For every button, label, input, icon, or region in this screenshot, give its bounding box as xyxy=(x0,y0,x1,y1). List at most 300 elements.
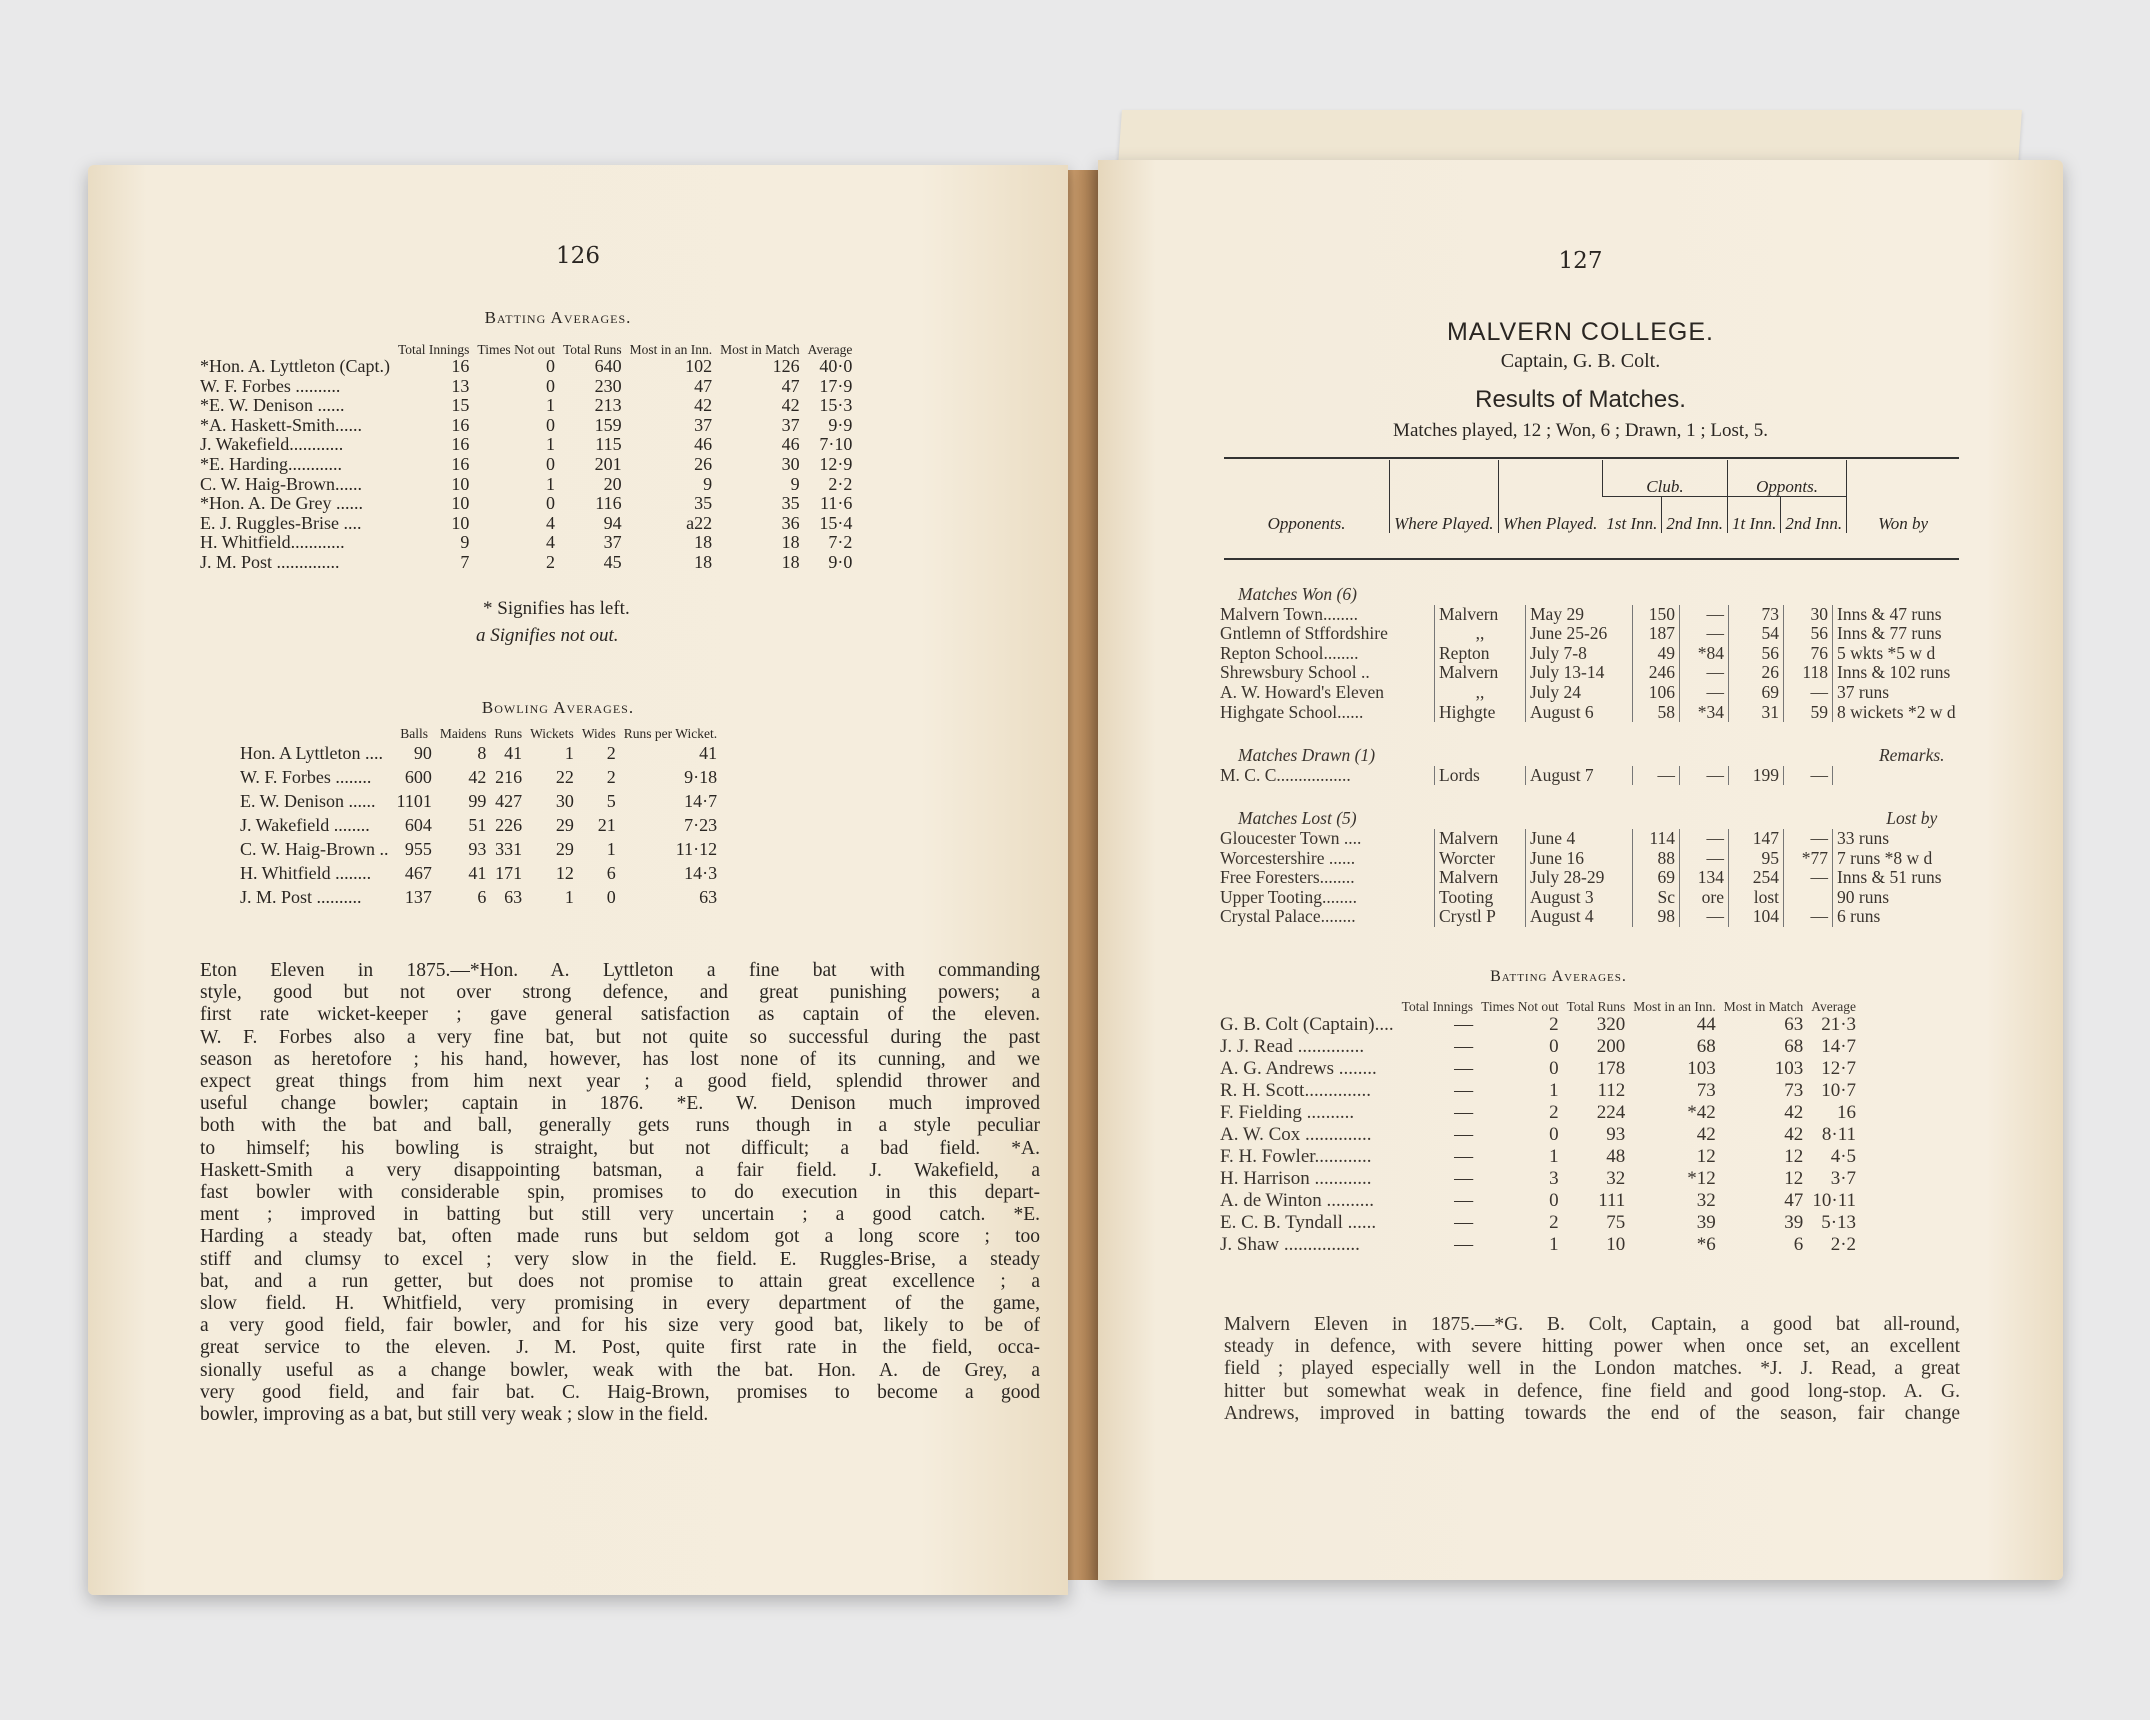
stat-cell: 68 xyxy=(1784,1036,1804,1057)
stat-cell: 5 xyxy=(606,791,616,811)
player-name: C. W. Haig-Brown...... xyxy=(200,473,362,494)
club-inn1: 106 xyxy=(1633,683,1680,703)
stat-cell: 115 xyxy=(595,434,622,455)
result: 5 wkts *5 w d xyxy=(1833,644,1992,664)
stat-cell: 18 xyxy=(781,532,800,553)
column-header: Wickets xyxy=(530,726,574,741)
player-name: *E. Harding............ xyxy=(200,453,342,474)
stat-cell: 15 xyxy=(451,395,470,416)
paragraph-line: expect great things from him next year ; a good field, splendid thrower and xyxy=(200,1071,1040,1093)
stat-cell: 1 xyxy=(1549,1234,1559,1255)
bowling-averages-table xyxy=(236,727,721,909)
paragraph-line: great service to the eleven. J. M. Post, quite first rate in the field, occa- xyxy=(200,1337,1040,1359)
table-row xyxy=(1216,1036,1860,1058)
player-name: E. C. B. Tyndall ...... xyxy=(1220,1212,1377,1233)
stat-cell: 10 xyxy=(451,512,470,533)
opponent-name: A. W. Howard's Eleven xyxy=(1220,681,1385,702)
stat-cell: 14·7 xyxy=(1821,1036,1857,1057)
stat-cell: 3·7 xyxy=(1830,1168,1857,1189)
match-row xyxy=(1216,703,1991,723)
opponent-name: Gloucester Town .... xyxy=(1220,827,1362,848)
stat-cell: 93 xyxy=(468,839,487,859)
stat-cell: 8 xyxy=(477,743,487,763)
stat-cell: 178 xyxy=(1596,1058,1626,1079)
stat-cell: 12 xyxy=(1784,1146,1804,1167)
opp-inn1: 54 xyxy=(1729,624,1784,644)
stat-cell: 12 xyxy=(555,863,574,883)
stat-cell: 73 xyxy=(1784,1080,1804,1101)
result: 6 runs xyxy=(1833,907,1992,927)
result: Inns & 102 runs xyxy=(1833,663,1992,683)
column-header: Most in Match xyxy=(1723,999,1804,1014)
opponent-name: Gntlemn of Stffordshire xyxy=(1220,623,1388,644)
stat-cell: 640 xyxy=(594,356,622,376)
stat-cell: 6 xyxy=(477,887,487,907)
stat-cell: 51 xyxy=(468,815,487,835)
paragraph-line: Haskett-Smith a very disappointing batsman, a fair field. J. Wakefield, a xyxy=(200,1159,1040,1181)
player-name: *Hon. A. Lyttleton (Capt.) xyxy=(200,356,390,376)
when-played: July 13-14 xyxy=(1526,663,1633,683)
player-name: H. Harrison ............ xyxy=(1220,1168,1372,1189)
player-name: E. J. Ruggles-Brise .... xyxy=(200,512,362,533)
stat-cell: 29 xyxy=(555,815,574,835)
paragraph-line: first rate wicket-keeper ; gave general satisfaction as captain of the eleven. xyxy=(200,1004,1040,1026)
opponent-name: Shrewsbury School .. xyxy=(1220,662,1370,683)
stat-cell: 0 xyxy=(545,414,555,435)
opponent-name: Worcestershire ...... xyxy=(1220,847,1356,868)
where-played: Malvern xyxy=(1435,868,1526,888)
table-row xyxy=(1216,1212,1860,1234)
stat-cell: 39 xyxy=(1696,1212,1716,1233)
stat-cell: — xyxy=(1454,1102,1474,1123)
player-name: J. Wakefield ........ xyxy=(240,815,370,835)
where-played: Crystl P xyxy=(1435,907,1526,927)
stat-cell: 112 xyxy=(1597,1080,1626,1101)
result: Inns & 51 runs xyxy=(1833,868,1992,888)
stat-cell: 15·4 xyxy=(819,512,853,533)
player-name: H. Whitfield ........ xyxy=(240,863,372,883)
stat-cell: — xyxy=(1454,1212,1474,1233)
stat-cell: — xyxy=(1454,1168,1474,1189)
paragraph-line: W. F. Forbes also a very fine bat, but not quite so successful during the past xyxy=(200,1026,1040,1048)
opponent-name: Repton School........ xyxy=(1220,642,1359,663)
stat-cell: 44 xyxy=(1696,1014,1716,1035)
when-played: July 28-29 xyxy=(1526,868,1633,888)
malvern-eleven-paragraph xyxy=(1224,1314,1960,1425)
opp-inn2: 59 xyxy=(1784,703,1833,723)
player-name: W. F. Forbes ........ xyxy=(240,767,372,787)
section-label: Matches Won (6) xyxy=(1238,584,1357,604)
stat-cell: 15·3 xyxy=(819,395,853,416)
opp-inn1: lost xyxy=(1729,888,1784,908)
stat-cell: 230 xyxy=(594,375,622,396)
opponent-name: Free Foresters........ xyxy=(1220,867,1355,888)
stat-cell: 9·18 xyxy=(684,767,718,787)
table-row xyxy=(1216,1190,1860,1212)
paragraph-line: style, good but not over strong defence, and great punishing powers; a xyxy=(200,982,1040,1004)
club-inn2: *84 xyxy=(1680,644,1729,664)
column-header: Runs per Wicket. xyxy=(623,726,718,741)
when-played: July 7-8 xyxy=(1526,644,1633,664)
stat-cell: 0 xyxy=(545,356,555,376)
stat-cell: 94 xyxy=(603,512,622,533)
club-inn2: ore xyxy=(1680,888,1729,908)
stat-cell: 0 xyxy=(545,493,555,514)
when-played: August 3 xyxy=(1526,888,1633,908)
player-name: C. W. Haig-Brown .. xyxy=(240,839,389,859)
column-header xyxy=(196,343,394,357)
result: Inns & 47 runs xyxy=(1833,605,1992,625)
stat-cell: 0 xyxy=(606,887,616,907)
stat-cell: 63 xyxy=(1784,1014,1804,1035)
stat-cell: 7·23 xyxy=(684,815,718,835)
table-row xyxy=(1216,1080,1860,1102)
stat-cell: 111 xyxy=(1598,1190,1626,1211)
stat-cell: 32 xyxy=(1606,1168,1626,1189)
stat-cell: 90 xyxy=(413,743,432,763)
stat-cell: 16 xyxy=(451,453,470,474)
where-played: Malvern xyxy=(1435,829,1526,849)
school-title: MALVERN COLLEGE. xyxy=(1446,318,1714,346)
table-row xyxy=(196,357,856,377)
opp-inn2: 30 xyxy=(1784,605,1833,625)
col-opp-inn1: 1t Inn. xyxy=(1728,497,1781,534)
section-right-label: Lost by xyxy=(1886,808,1938,829)
opp-inn2: — xyxy=(1784,868,1833,888)
where-played: Worcter xyxy=(1435,849,1526,869)
stat-cell: 12 xyxy=(1784,1168,1804,1189)
where-played: ,, xyxy=(1435,624,1526,644)
club-inn2: — xyxy=(1680,683,1729,703)
match-row xyxy=(1216,829,1991,849)
where-played: Tooting xyxy=(1435,888,1526,908)
player-name: F. Fielding .......... xyxy=(1220,1102,1355,1123)
where-played: Repton xyxy=(1435,644,1526,664)
stat-cell: 48 xyxy=(1606,1146,1626,1167)
table-row xyxy=(236,837,721,861)
table-row xyxy=(236,765,721,789)
player-name: J. M. Post .............. xyxy=(200,551,340,572)
table-row xyxy=(236,813,721,837)
stat-cell: 45 xyxy=(603,551,622,572)
stat-cell: 42 xyxy=(694,395,713,416)
stat-cell: 7 xyxy=(460,551,470,572)
stat-cell: 16 xyxy=(451,414,470,435)
paragraph-line: Eton Eleven in 1875.—*Hon. A. Lyttleton a fine bat with commanding xyxy=(200,960,1040,981)
club-inn1: 58 xyxy=(1633,703,1680,723)
batting-averages-title: Batting Averages. xyxy=(484,308,632,327)
when-played: August 6 xyxy=(1526,703,1633,723)
column-header xyxy=(1216,1000,1398,1014)
col-opponents: Opponents. xyxy=(1267,514,1346,533)
match-row xyxy=(1216,868,1991,888)
column-header: Maidens xyxy=(439,726,487,741)
club-inn1: — xyxy=(1633,766,1680,786)
stat-cell: 30 xyxy=(555,791,574,811)
where-played: Lords xyxy=(1435,766,1526,786)
club-inn1: 246 xyxy=(1633,663,1680,683)
stat-cell: 16 xyxy=(1837,1102,1857,1123)
stat-cell: 2 xyxy=(1549,1102,1559,1123)
paragraph-line: slow field. H. Whitfield, very promising in every department of the game, xyxy=(200,1293,1040,1315)
stat-cell: 17·9 xyxy=(819,375,853,396)
column-header: Times Not out xyxy=(1481,999,1559,1014)
player-name: J. Shaw ................ xyxy=(1220,1234,1360,1255)
stat-cell: 12 xyxy=(1696,1146,1716,1167)
col-club: Club. xyxy=(1602,460,1727,497)
match-row xyxy=(1216,663,1991,683)
stat-cell: 200 xyxy=(1596,1036,1626,1057)
stat-cell: 1 xyxy=(564,887,574,907)
stat-cell: 213 xyxy=(594,395,622,416)
table-rule-bottom xyxy=(1224,558,1959,560)
stat-cell: a22 xyxy=(686,512,713,533)
column-header: Total Innings xyxy=(1401,999,1474,1014)
section-right-label: Remarks. xyxy=(1878,745,1945,766)
stat-cell: 5·13 xyxy=(1821,1212,1857,1233)
stat-cell: 6 xyxy=(606,863,616,883)
table-row xyxy=(196,416,856,436)
malvern-batting-title: Batting Averages. xyxy=(1490,968,1627,985)
stat-cell: 46 xyxy=(694,434,713,455)
captain-line: Captain, G. B. Colt. xyxy=(1500,350,1661,372)
stat-cell: 42 xyxy=(1784,1102,1804,1123)
stat-cell: — xyxy=(1454,1124,1474,1145)
col-won-by: Won by xyxy=(1847,460,1959,533)
stat-cell: 14·3 xyxy=(684,863,718,883)
page-number: 127 xyxy=(1558,248,1603,274)
stat-cell: 13 xyxy=(451,375,470,396)
stat-cell: 99 xyxy=(468,791,487,811)
stat-cell: 9 xyxy=(460,532,470,553)
when-played: July 24 xyxy=(1526,683,1633,703)
stat-cell: 35 xyxy=(694,493,713,514)
club-inn1: 114 xyxy=(1633,829,1680,849)
page-edge-flap xyxy=(1118,110,2022,165)
opp-inn2: — xyxy=(1784,829,1833,849)
stat-cell: 226 xyxy=(495,815,523,835)
stat-cell: 102 xyxy=(685,356,713,376)
opp-inn2: — xyxy=(1784,683,1833,703)
opp-inn2: 118 xyxy=(1784,663,1833,683)
table-row xyxy=(236,885,721,909)
club-inn1: 69 xyxy=(1633,868,1680,888)
match-row xyxy=(1216,605,1991,625)
stat-cell: 600 xyxy=(404,767,432,787)
column-header: Total Innings xyxy=(397,342,470,357)
opponent-name: Upper Tooting........ xyxy=(1220,886,1357,907)
club-inn2: — xyxy=(1680,663,1729,683)
stat-cell: 21·3 xyxy=(1821,1014,1857,1035)
stat-cell: 4 xyxy=(545,532,555,553)
stat-cell: 1 xyxy=(1549,1080,1559,1101)
stat-cell: — xyxy=(1454,1146,1474,1167)
stat-cell: *42 xyxy=(1687,1102,1716,1123)
club-inn2: — xyxy=(1680,829,1729,849)
col-opp-inn2: 2nd Inn. xyxy=(1781,497,1847,534)
when-played: June 16 xyxy=(1526,849,1633,869)
club-inn1: 49 xyxy=(1633,644,1680,664)
club-inn1: 187 xyxy=(1633,624,1680,644)
stat-cell: 9 xyxy=(790,473,800,494)
match-row xyxy=(1216,907,1991,927)
table-row xyxy=(196,396,856,416)
stat-cell: 604 xyxy=(404,815,432,835)
stat-cell: 320 xyxy=(1596,1014,1626,1035)
stat-cell: 2 xyxy=(1549,1014,1559,1035)
opponent-name: Crystal Palace........ xyxy=(1220,906,1356,927)
stat-cell: 7·10 xyxy=(819,434,853,455)
paragraph-line: sionally useful as a change bowler, weak with the bat. Hon. A. de Grey, a xyxy=(200,1359,1040,1381)
stat-cell: 1 xyxy=(545,473,555,494)
stat-cell: 10 xyxy=(451,493,470,514)
stat-cell: 40·0 xyxy=(819,356,853,376)
stat-cell: 3 xyxy=(1549,1168,1559,1189)
stat-cell: — xyxy=(1454,1058,1474,1079)
stat-cell: 4·5 xyxy=(1830,1146,1857,1167)
stat-cell: 12·9 xyxy=(819,453,853,474)
stat-cell: 46 xyxy=(781,434,800,455)
when-played: May 29 xyxy=(1526,605,1633,625)
stat-cell: 1 xyxy=(545,434,555,455)
results-table xyxy=(1216,585,1991,927)
col-opponts: Opponts. xyxy=(1728,460,1847,497)
club-inn2: — xyxy=(1680,849,1729,869)
table-row xyxy=(196,494,856,514)
club-inn2: 134 xyxy=(1680,868,1729,888)
stat-cell: 68 xyxy=(1696,1036,1716,1057)
stat-cell: 10·7 xyxy=(1821,1080,1857,1101)
result xyxy=(1833,766,1992,786)
column-header: Most in an Inn. xyxy=(1633,999,1716,1014)
stat-cell: 1 xyxy=(1549,1146,1559,1167)
club-inn1: 150 xyxy=(1633,605,1680,625)
stat-cell: 224 xyxy=(1596,1102,1626,1123)
stat-cell: 47 xyxy=(694,375,713,396)
opp-inn1: 56 xyxy=(1729,644,1784,664)
column-header: Average xyxy=(1811,999,1857,1014)
player-name: A. G. Andrews ........ xyxy=(1220,1058,1377,1079)
section-header xyxy=(1216,585,1991,605)
player-name: J. M. Post .......... xyxy=(240,887,362,907)
opp-inn1: 147 xyxy=(1729,829,1784,849)
stat-cell: 216 xyxy=(495,767,523,787)
opponent-name: Highgate School...... xyxy=(1220,701,1364,722)
paragraph-line: fast bowler with considerable spin, promises to do execution in this depart- xyxy=(200,1182,1040,1204)
column-header: Total Runs xyxy=(562,342,622,357)
stat-cell: 47 xyxy=(781,375,800,396)
stat-cell: 20 xyxy=(603,473,622,494)
stat-cell: 29 xyxy=(555,839,574,859)
stat-cell: 10 xyxy=(1606,1234,1626,1255)
paragraph-line: bowler, improving as a bat, but still very weak ; slow in the field. xyxy=(200,1404,709,1426)
column-header: Wides xyxy=(581,726,616,741)
stat-cell: 32 xyxy=(1696,1190,1716,1211)
table-row xyxy=(236,861,721,885)
stat-cell: 0 xyxy=(1549,1058,1559,1079)
paragraph-line: field ; played especially well in the London matches. *J. J. Read, a great xyxy=(1224,1358,1960,1380)
paragraph-line: hitter but somewhat weak in defence, fine field and good long-stop. A. G. xyxy=(1224,1380,1960,1402)
stat-cell: 8·11 xyxy=(1821,1124,1857,1145)
table-row xyxy=(196,435,856,455)
stat-cell: 955 xyxy=(404,839,432,859)
stat-cell: 22 xyxy=(555,767,574,787)
paragraph-line: Malvern Eleven in 1875.—*G. B. Colt, Captain, a good bat all-round, xyxy=(1224,1314,1960,1335)
opp-inn1: 104 xyxy=(1729,907,1784,927)
club-inn2: — xyxy=(1680,605,1729,625)
stat-cell: 1 xyxy=(545,395,555,416)
paragraph-line: useful change bowler; captain in 1876. *E. W. Denison much improved xyxy=(200,1093,1040,1115)
column-header: Most in Match xyxy=(720,342,800,357)
section-header xyxy=(1216,785,1991,829)
stat-cell: 201 xyxy=(594,453,622,474)
stat-cell: 93 xyxy=(1606,1124,1626,1145)
club-inn1: 98 xyxy=(1633,907,1680,927)
stat-cell: 37 xyxy=(603,532,622,553)
stat-cell: 9 xyxy=(703,473,713,494)
stat-cell: 126 xyxy=(772,356,800,376)
where-played: ,, xyxy=(1435,683,1526,703)
opp-inn2: *77 xyxy=(1784,849,1833,869)
paragraph-line: stiff and clumsy to excel ; very slow in the field. E. Ruggles-Brise, a steady xyxy=(200,1248,1040,1270)
match-row xyxy=(1216,624,1991,644)
section-label: Matches Lost (5) xyxy=(1238,808,1357,829)
opp-inn2: 76 xyxy=(1784,644,1833,664)
stat-cell: 9·9 xyxy=(828,414,853,435)
stat-cell: 1101 xyxy=(396,791,432,811)
stat-cell: 75 xyxy=(1606,1212,1626,1233)
player-name: J. Wakefield............ xyxy=(200,434,344,455)
table-row xyxy=(196,533,856,553)
player-name: *Hon. A. De Grey ...... xyxy=(200,493,363,514)
opp-inn1: 73 xyxy=(1729,605,1784,625)
stat-cell: — xyxy=(1454,1080,1474,1101)
col-when: When Played. xyxy=(1498,460,1602,533)
stat-cell: 47 xyxy=(1784,1190,1804,1211)
when-played: June 4 xyxy=(1526,829,1633,849)
stat-cell: 2 xyxy=(545,551,555,572)
batting-averages-table xyxy=(196,343,856,573)
player-name: R. H. Scott.............. xyxy=(1220,1080,1371,1101)
player-name: W. F. Forbes .......... xyxy=(200,375,341,396)
player-name: A. W. Cox .............. xyxy=(1220,1124,1372,1145)
stat-cell: 41 xyxy=(504,743,523,763)
stat-cell: 103 xyxy=(1774,1058,1804,1079)
stat-cell: 103 xyxy=(1687,1058,1716,1079)
stat-cell: 137 xyxy=(404,887,432,907)
column-header xyxy=(236,727,393,741)
stat-cell: 36 xyxy=(781,512,800,533)
stat-cell: 63 xyxy=(504,887,523,907)
paragraph-line: season as heretofore ; his hand, however, has lost none of its cunning, and we xyxy=(200,1048,1040,1070)
stat-cell: 42 xyxy=(1696,1124,1716,1145)
club-inn1: 88 xyxy=(1633,849,1680,869)
paragraph-line: both with the bat and ball, generally gets runs though in a style peculiar xyxy=(200,1115,1040,1137)
club-inn2: — xyxy=(1680,624,1729,644)
where-played: Highgte xyxy=(1435,703,1526,723)
paragraph-line: Harding a steady bat, often made runs but seldom got a long score ; too xyxy=(200,1226,1040,1248)
stat-cell: 41 xyxy=(468,863,487,883)
match-row xyxy=(1216,683,1991,703)
match-row xyxy=(1216,888,1991,908)
match-row xyxy=(1216,766,1991,786)
opp-inn2: 56 xyxy=(1784,624,1833,644)
results-summary: Matches played, 12 ; Won, 6 ; Drawn, 1 ; Lost, 5. xyxy=(1393,420,1768,441)
stat-cell: — xyxy=(1454,1036,1474,1057)
match-row xyxy=(1216,849,1991,869)
stat-cell: — xyxy=(1454,1234,1474,1255)
player-name: *A. Haskett-Smith...... xyxy=(200,414,362,435)
